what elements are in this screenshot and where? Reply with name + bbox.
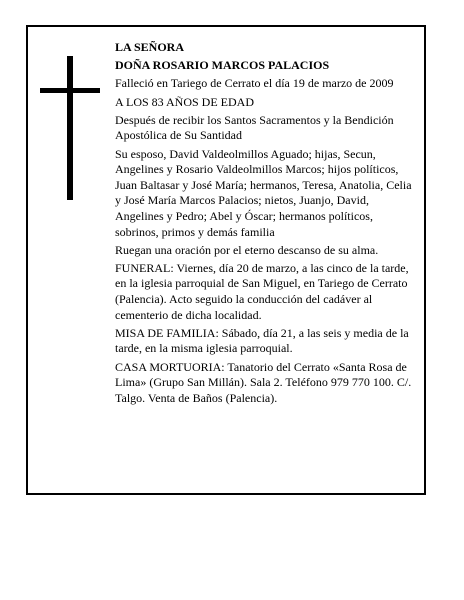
death-statement: Falleció en Tariego de Cerrato el día 19 de marzo de 2009 (115, 76, 394, 91)
age-statement: A LOS 83 AÑOS DE EDAD (115, 94, 255, 109)
obituary-notice (26, 25, 426, 495)
cross-horizontal-bar (40, 88, 100, 93)
notice-text (115, 40, 415, 409)
sacraments-statement: Después de recibir los Santos Sacramentos y la Bendición Apostólica de Su Santidad (115, 112, 394, 143)
funeral-details: FUNERAL: Viernes, día 20 de marzo, a las cinco de la tarde, en la iglesia parroquial de San Miguel, en Tariego de Cerrato (Palencia). Acto seguido la conducción del cadáver al cementerio de dicha localidad. (115, 260, 409, 322)
family-members: Su esposo, David Valdeolmillos Aguado; hijas, Secun, Angelines y Rosario Valdeolmillos Marcos; hijos políticos, Juan Baltasar y José María; hermanos, Teresa, Anatolia, Celia y José María Marcos Palacios; nietos, Juanjo, David, Angelines y Pedro; Abel y Óscar; hermanos políticos, sobrinos, primos y demás familia (115, 146, 412, 239)
prayer-request: Ruegan una oración por el eterno descanso de su alma. (115, 242, 379, 257)
cross-vertical-bar (67, 56, 73, 200)
notice-title: LA SEÑORA (115, 40, 185, 54)
cross-icon (40, 56, 100, 200)
mortuary-details: CASA MORTUORIA: Tanatorio del Cerrato «Santa Rosa de Lima» (Grupo San Millán). Sala 2. Teléfono 979 770 100. C/. Talgo. Venta de Baños (Palencia). (115, 359, 412, 405)
family-mass-details: MISA DE FAMILIA: Sábado, día 21, a las seis y media de la tarde, en la misma iglesia parroquial. (115, 325, 409, 356)
deceased-name: DOÑA ROSARIO MARCOS PALACIOS (115, 58, 330, 73)
